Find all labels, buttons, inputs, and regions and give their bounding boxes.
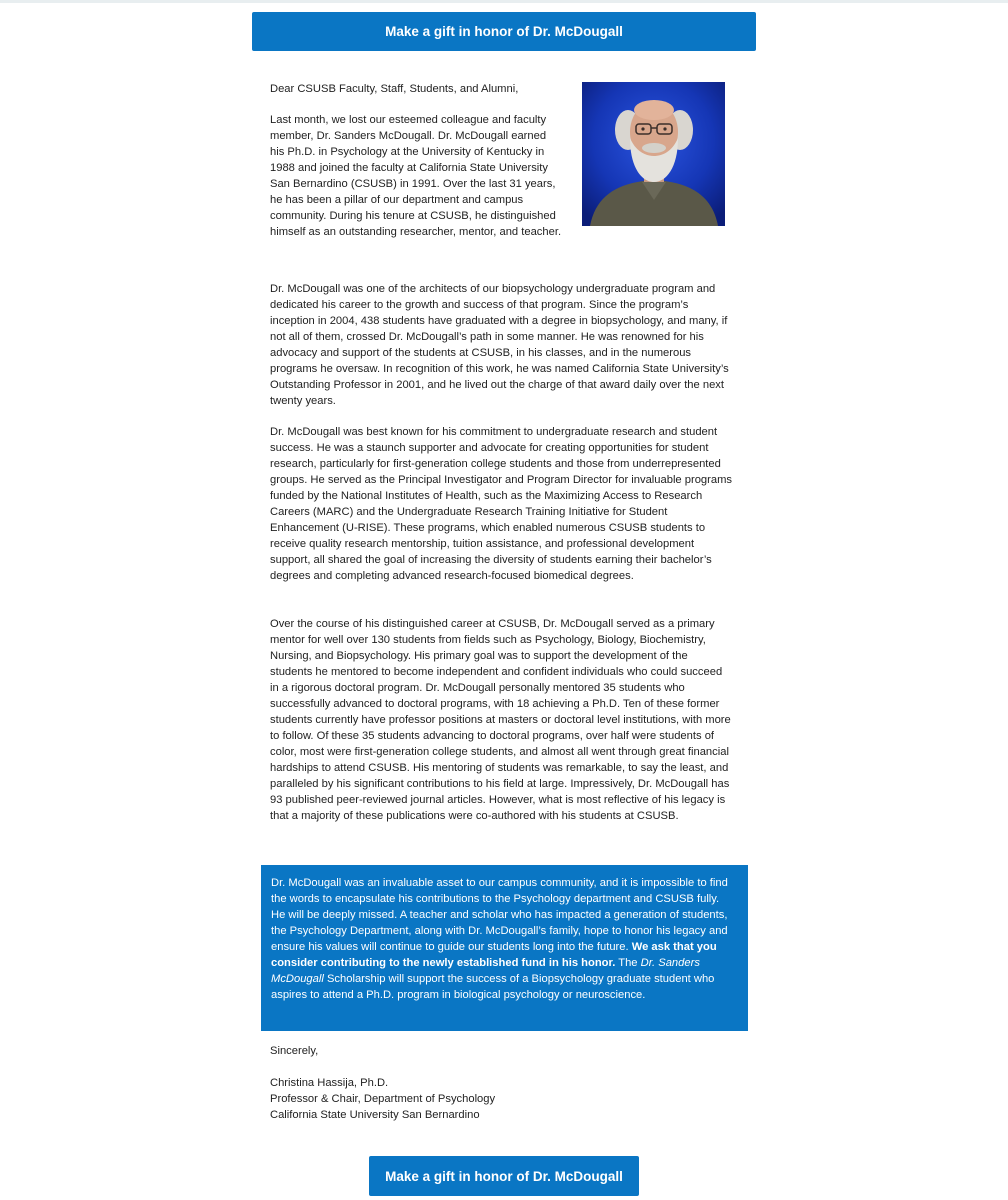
signer-name: Christina Hassija, Ph.D. <box>270 1077 389 1089</box>
callout-text-b: The <box>615 957 641 969</box>
callout-text <box>271 875 736 1003</box>
letter-paragraph-3: Dr. McDougall was best known for his commitment to undergraduate research and student success. He was a staunch supporter and advocate for creating opportunities for student research, particularly for first-generation college students and those from underrepresented groups. He served as the Principal Investigator and Program Director for invaluable programs funded by the National Institutes of Health, such as the Maximizing Access to Research Careers (MARC) and the Undergraduate Research Training Initiative for Student Enhancement (U-RISE). These programs, which enabled numerous CSUSB students to receive quality research mentorship, tuition assistance, and professional development support, all shared the goal of increasing the diversity of students earning their bachelor’s degrees and completing advanced research-focused biomedical degrees. <box>270 426 733 582</box>
portrait-photo <box>582 82 725 226</box>
callout-ask: We ask that you consider contributing to the newly established fund in his honor. <box>271 941 717 969</box>
make-gift-button-bottom[interactable]: Make a gift in honor of Dr. McDougall <box>369 1156 639 1196</box>
top-divider <box>0 0 1008 3</box>
scholarship-name: Dr. Sanders McDougall <box>271 957 700 985</box>
salutation: Dear CSUSB Faculty, Staff, Students, and Alumni, <box>270 83 519 95</box>
letter-paragraph-2: Dr. McDougall was one of the architects of our biopsychology undergraduate program and dedicated his career to the growth and success of that program. Since the program’s inception in 2004, 438 students have graduated with a degree in biopsychology, and many, if not all of them, crossed Dr. McDougall’s path in some manner. He was renowned for his advocacy and support of the students at CSUSB, in his classes, and in the numerous programs he oversaw. In recognition of this work, he was named California State University’s Outstanding Professor in 2001, and he lived out the charge of that award daily over the next twenty years. <box>270 283 729 407</box>
make-gift-button-top[interactable]: Make a gift in honor of Dr. McDougall <box>252 12 756 51</box>
letter-paragraph-4: Over the course of his distinguished career at CSUSB, Dr. McDougall served as a primary mentor for well over 130 students from fields such as Psychology, Biology, Biochemistry, Nursing, and Biopsychology. His primary goal was to support the development of the students he mentored to become independent and confident individuals who could succeed in a rigorous doctoral program. Dr. McDougall personally mentored 35 students who successfully advanced to doctoral programs, with 18 achieving a Ph.D. Ten of these former students currently have professor positions at masters or doctoral level institutions, with more to follow. Of these 35 students advancing to doctoral programs, over half were students of color, most were first-generation college students, and almost all went through great financial hardships to attend CSUSB. His mentoring of students was remarkable, to say the least, and paralleled by his significant contributions to his field at large. Impressively, Dr. McDougall has 93 published peer-reviewed journal articles. However, what is most reflective of his legacy is that a majority of these publications were co-authored with his students at CSUSB. <box>270 618 731 822</box>
callout-text-c: Scholarship will support the success of a Biopsychology graduate student who aspires to attend a Ph.D. program in biological psychology or neuroscience. <box>271 973 715 1001</box>
portrait-illustration <box>582 82 725 226</box>
highlight-callout <box>261 865 748 1031</box>
signature-block <box>270 1075 590 1123</box>
callout-text-a: Dr. McDougall was an invaluable asset to our campus community, and it is impossible to find the words to encapsulate his contributions to the Psychology department and CSUSB fully. He will be deeply missed. A teacher and scholar who has impacted a generation of students, the Psychology Department, along with Dr. McDougall’s family, hope to honor his legacy and ensure his values will continue to guide our students long into the future. <box>271 877 728 953</box>
sign-off: Sincerely, <box>270 1045 319 1057</box>
letter-paragraph-1: Last month, we lost our esteemed colleague and faculty member, Dr. Sanders McDougall. Dr. McDougall earned his Ph.D. in Psychology at the University of Kentucky in 1988 and joined the faculty at California State University San Bernardino (CSUSB) in 1991. Over the last 31 years, he has been a pillar of our department and campus community. During his tenure at CSUSB, he distinguished himself as an outstanding researcher, mentor, and teacher. <box>270 114 562 238</box>
signer-title: Professor & Chair, Department of Psychology <box>270 1093 496 1105</box>
signer-institution: California State University San Bernardino <box>270 1109 480 1121</box>
